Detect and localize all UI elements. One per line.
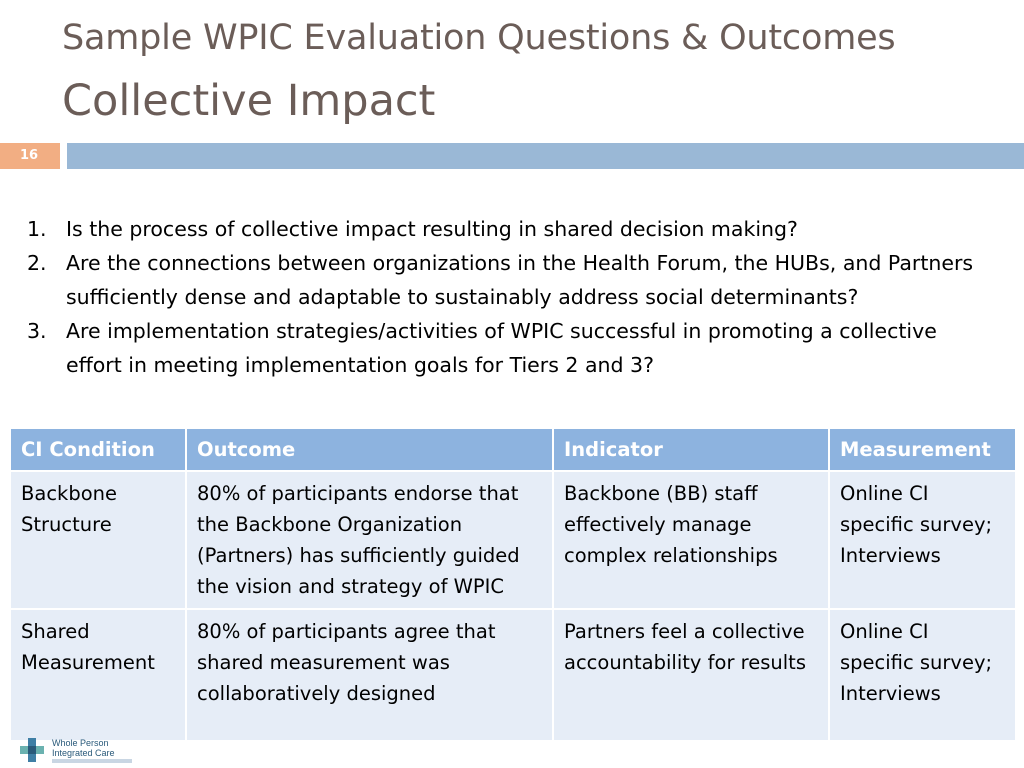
table-header-row bbox=[10, 428, 1016, 471]
question-item bbox=[27, 314, 987, 382]
header-bar bbox=[67, 143, 1024, 169]
question-text: Are implementation strategies/activities of WPIC successful in promoting a collective effort in meeting implementation goals for Tiers 2 and 3? bbox=[66, 319, 937, 377]
slide-title: Sample WPIC Evaluation Questions & Outcomes bbox=[62, 18, 896, 58]
question-number: 1. bbox=[27, 217, 47, 241]
question-number: 2. bbox=[27, 251, 47, 275]
question-number: 3. bbox=[27, 319, 47, 343]
table-row bbox=[10, 609, 1016, 741]
table-row bbox=[10, 471, 1016, 609]
table-cell: Backbone Structure bbox=[10, 471, 186, 609]
logo-cross-icon bbox=[18, 736, 46, 764]
table-cell: Online CI specific survey; Interviews bbox=[829, 609, 1016, 741]
wpic-logo bbox=[18, 736, 148, 766]
question-item bbox=[27, 212, 987, 246]
question-item bbox=[27, 246, 987, 314]
question-text: Are the connections between organizations in the Health Forum, the HUBs, and Partners sufficiently dense and adaptable to sustainably address social determinants? bbox=[66, 251, 974, 309]
question-list bbox=[27, 212, 987, 382]
ci-table bbox=[9, 427, 1017, 742]
table-cell: Partners feel a collective accountability for results bbox=[553, 609, 829, 741]
logo-line1: Whole Person bbox=[52, 738, 109, 748]
header-outcome: Outcome bbox=[186, 428, 553, 471]
header-indicator: Indicator bbox=[553, 428, 829, 471]
slide-number: 16 bbox=[0, 143, 60, 169]
table-cell: 80% of participants endorse that the Backbone Organization (Partners) has sufficiently guided the vision and strategy of WPIC bbox=[186, 471, 553, 609]
logo-tagline-bar bbox=[52, 759, 132, 763]
slide-subtitle: Collective Impact bbox=[62, 76, 436, 126]
question-text: Is the process of collective impact resulting in shared decision making? bbox=[66, 217, 798, 241]
table-cell: 80% of participants agree that shared measurement was collaboratively designed bbox=[186, 609, 553, 741]
logo-line2: Integrated Care bbox=[52, 748, 115, 758]
header-measurement: Measurement bbox=[829, 428, 1016, 471]
table-cell: Shared Measurement bbox=[10, 609, 186, 741]
header-ci-condition: CI Condition bbox=[10, 428, 186, 471]
table-cell: Backbone (BB) staff effectively manage complex relationships bbox=[553, 471, 829, 609]
table-cell: Online CI specific survey; Interviews bbox=[829, 471, 1016, 609]
